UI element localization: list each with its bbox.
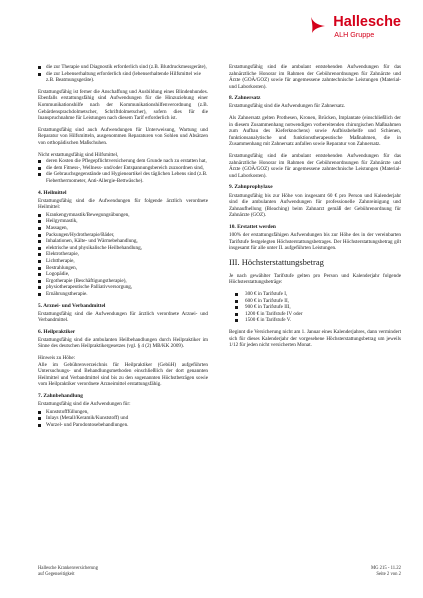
not-covered-list	[38, 158, 208, 184]
list-item: die Gebrauchsgegenstände und Hygieneartikel des täglichen Lebens sind (z.B. Fieberthermometer, Anti-Allergie-Bettwäsche).	[38, 171, 208, 184]
paragraph: Erstattungsfähig sind die Aufwendungen für ärztlich verordnete Arznei- und Verbandmittel.	[38, 310, 208, 324]
section-heading-zahnbehandlung: 7. Zahnbehandlung	[38, 393, 83, 400]
hinweis-label: Hinweis zu Höhe:	[38, 355, 76, 362]
hallesche-logo	[309, 14, 401, 39]
list-item: Lichttherapie,	[38, 258, 208, 265]
list-item: die zur Lebenserhaltung erforderlich sind (lebenserhaltende Hilfsmittel wie z.B. Beatmungsgeräte).	[38, 71, 208, 84]
footer-left	[38, 566, 98, 578]
list-item: Elektrotherapie,	[38, 251, 208, 258]
brand-name: Hallesche	[333, 14, 401, 30]
list-item: Wurzel- und Parodontosebehandlungen.	[38, 422, 208, 429]
section-heading-heilmittel: 4. Heilmittel	[38, 189, 67, 196]
footer-doc-id: MG 215 - 11.22	[370, 566, 401, 571]
list-item: elektrische und physikalische Heilbehandlung,	[38, 245, 208, 252]
section-heading-hoechsterstattungsbetrag: III. Höchsterstattungsbetrag	[229, 256, 324, 267]
footer-page-number: Seite 2 von 2	[376, 572, 401, 577]
list-item: die dem Fitness-, Wellness- und/oder Entspannungsbereich zuzuordnen sind,	[38, 165, 208, 172]
list-item: Kunststofffüllungen,	[38, 409, 208, 416]
footer-right	[371, 566, 401, 578]
list-item: Ergotherapie (Beschäftigungstherapie),	[38, 278, 208, 285]
tarif-list	[229, 291, 401, 324]
list-item: 600 € in Tarifstufe II,	[231, 298, 401, 305]
list-item: Massagen,	[38, 225, 208, 232]
section-heading-arznei: 5. Arznei- und Verbandmittel	[38, 302, 106, 309]
paragraph: Erstattungsfähig ist ferner die Anschaffung und Ausbildung eines Blindenhundes. Ebenfalls erstattungsfähig sind Aufwendungen für die Hinzuziehung einer Kommunikationshilfe nach der Kommunikationshilfenverordnung (z.B. Gebärdensprachdolmetscher, Schriftdolmetscher), sofern dies für die Inanspruchnahme für Leistungen nach diesem Tarif erforderlich ist.	[38, 88, 208, 122]
list-item: Logopädie,	[38, 271, 208, 278]
paragraph: Erstattungsfähig sind die Aufwendungen für:	[38, 401, 131, 408]
paragraph: Erstattungsfähig sind die Aufwendungen für Zahnersatz.	[229, 103, 346, 110]
list-item: Krankengymnastik/Bewegungsübungen,	[38, 212, 208, 219]
section-heading-zahnprophylaxe: 9. Zahnprophylaxe	[229, 184, 273, 191]
list-item: 300 € in Tarifstufe I,	[231, 291, 401, 298]
paragraph: Erstattungsfähig sind auch Aufwendungen für Unterweisung, Wartung und Reparatur von Hilfsmitteln, ausgenommen Reparaturen von Sohlen und Absätzen von orthopädischen Maßschuhen.	[38, 126, 208, 146]
section-heading-heilpraktiker: 6. Heilpraktiker	[38, 328, 76, 335]
list-item: die zur Therapie und Diagnostik erforderlich sind (z.B. Blutdruckmessgeräte),	[38, 64, 208, 71]
footer-company: Hallesche Krankenversicherung	[38, 566, 98, 571]
paragraph: Erstattungsfähig sind die ambulant entstehenden Aufwendungen für das zahnärztliche Honorar im Rahmen der Gebührenordnungen für Zahnärzte und Ärzte (GOÄ/GOZ) sowie für angemessene zahntechnische Leistungen (Material- und Laborkosten).	[229, 64, 401, 90]
paragraph: Erstattungsfähig sind die ambulanten Heilbehandlungen durch Heilpraktiker im Sinne des deutschen Heilpraktikergesetzes (vgl. § 4 (2) MB/KK 2009).	[38, 336, 208, 350]
logo-mark-icon	[309, 16, 329, 34]
left-column	[38, 64, 208, 434]
footer-company-suffix: auf Gegenseitigkeit	[38, 572, 75, 577]
list-item: Bestrahlungen,	[38, 265, 208, 272]
list-item: Heilgymnastik,	[38, 218, 208, 225]
list-item: Ernährungstherapie.	[38, 291, 208, 298]
zahnbehandlung-list	[38, 409, 208, 429]
paragraph: 100% der erstattungsfähigen Aufwendungen bis zur Höhe des in der vereinbarten Tarifstufe festgelegten Höchsterstattungsbetrages. Der Höchsterstattungsbetrag gilt insgesamt für alle unter II. aufgeführten Leistungen.	[229, 231, 401, 252]
list-item: 900 € in Tarifstufe III,	[231, 304, 401, 311]
list-item: 1500 € in Tarifstufe V.	[231, 317, 401, 324]
paragraph: Erstattungsfähig sind die Aufwendungen für folgende ärztlich verordnete Heilmittel:	[38, 197, 208, 211]
paragraph: Als Zahnersatz gelten Prothesen, Kronen, Brücken, Implantate (einschließlich der in diesem Zusammenhang notwendigen vorbereitenden chirurgischen Maßnahmen zum Aufbau des Kieferknochens) sowie Aufbissbehelfe und Schienen, funktionsanalytische und funktionstherapeutische Maßnahmen, die in Zusammenhang mit Zahnersatz anfallen sowie Reparatur von Zahnersatz.	[229, 115, 401, 148]
list-item: 1200 € in Tarifstufe IV oder	[231, 311, 401, 318]
list-item: deren Kosten die Pflegepflichtversicherung dem Grunde nach zu erstatten hat,	[38, 158, 208, 165]
section-heading-zahnersatz: 8. Zahnersatz	[229, 95, 261, 102]
paragraph: Alle im Gebührenverzeichnis für Heilpraktiker (GebüH) aufgeführten Untersuchungs- und Behandlungsmethoden einschließlich der dort genannten Heilmittel und Verbandmittel sind bis zu den sogenannten Höchstbeträgen sowie vom Heilpraktiker verordnete Arzneimittel erstattungsfähig.	[38, 361, 208, 388]
section-heading-erstattet: 10. Erstattet werden	[229, 223, 276, 230]
list-item: physiotherapeutische Palliativversorgung,	[38, 284, 208, 291]
list-item: Packungen/Hydrotherapie/Bäder,	[38, 232, 208, 239]
paragraph: Beginnt die Versicherung nicht am 1. Januar eines Kalenderjahres, dann vermindert sich für dieses Kalenderjahr der vorgesehene Höchsterstattungsbetrag um jeweils 1/12 für jeden nicht versicherten Monat.	[229, 328, 401, 349]
heilmittel-list	[38, 212, 208, 298]
top-bullets	[38, 64, 208, 84]
list-item: Inhalationen, Kälte- und Wärmebehandlung,	[38, 238, 208, 245]
brand-subtitle: ALH Gruppe	[334, 30, 375, 39]
right-column	[229, 64, 401, 354]
paragraph: Erstattungsfähig bis zur Höhe von insgesamt 60 € pro Person und Kalenderjahr sind die ambulanten Aufwendungen für professionelle Zahnreinigung und Zahnaufhellung (Bleaching) beim Zahnarzt gemäß der Gebührenordnung für Zahnärzte (GOZ).	[229, 192, 401, 219]
paragraph: Je nach gewählter Tarifstufe gelten pro Person und Kalenderjahr folgende Höchsterstattungsbeträge:	[229, 272, 401, 286]
paragraph: Nicht erstattungsfähig sind Hilfsmittel,	[38, 151, 119, 158]
list-item: Inlays (Metall/Keramik/Kunststoff) und	[38, 415, 208, 422]
paragraph: Erstattungsfähig sind die ambulant entstehenden Aufwendungen für das zahnärztliche Honorar im Rahmen der Gebührenordnungen für Zahnärzte und Ärzte (GOÄ/GOZ) sowie für angemessene zahntechnische Leistungen (Material- und Laborkosten).	[229, 153, 401, 179]
